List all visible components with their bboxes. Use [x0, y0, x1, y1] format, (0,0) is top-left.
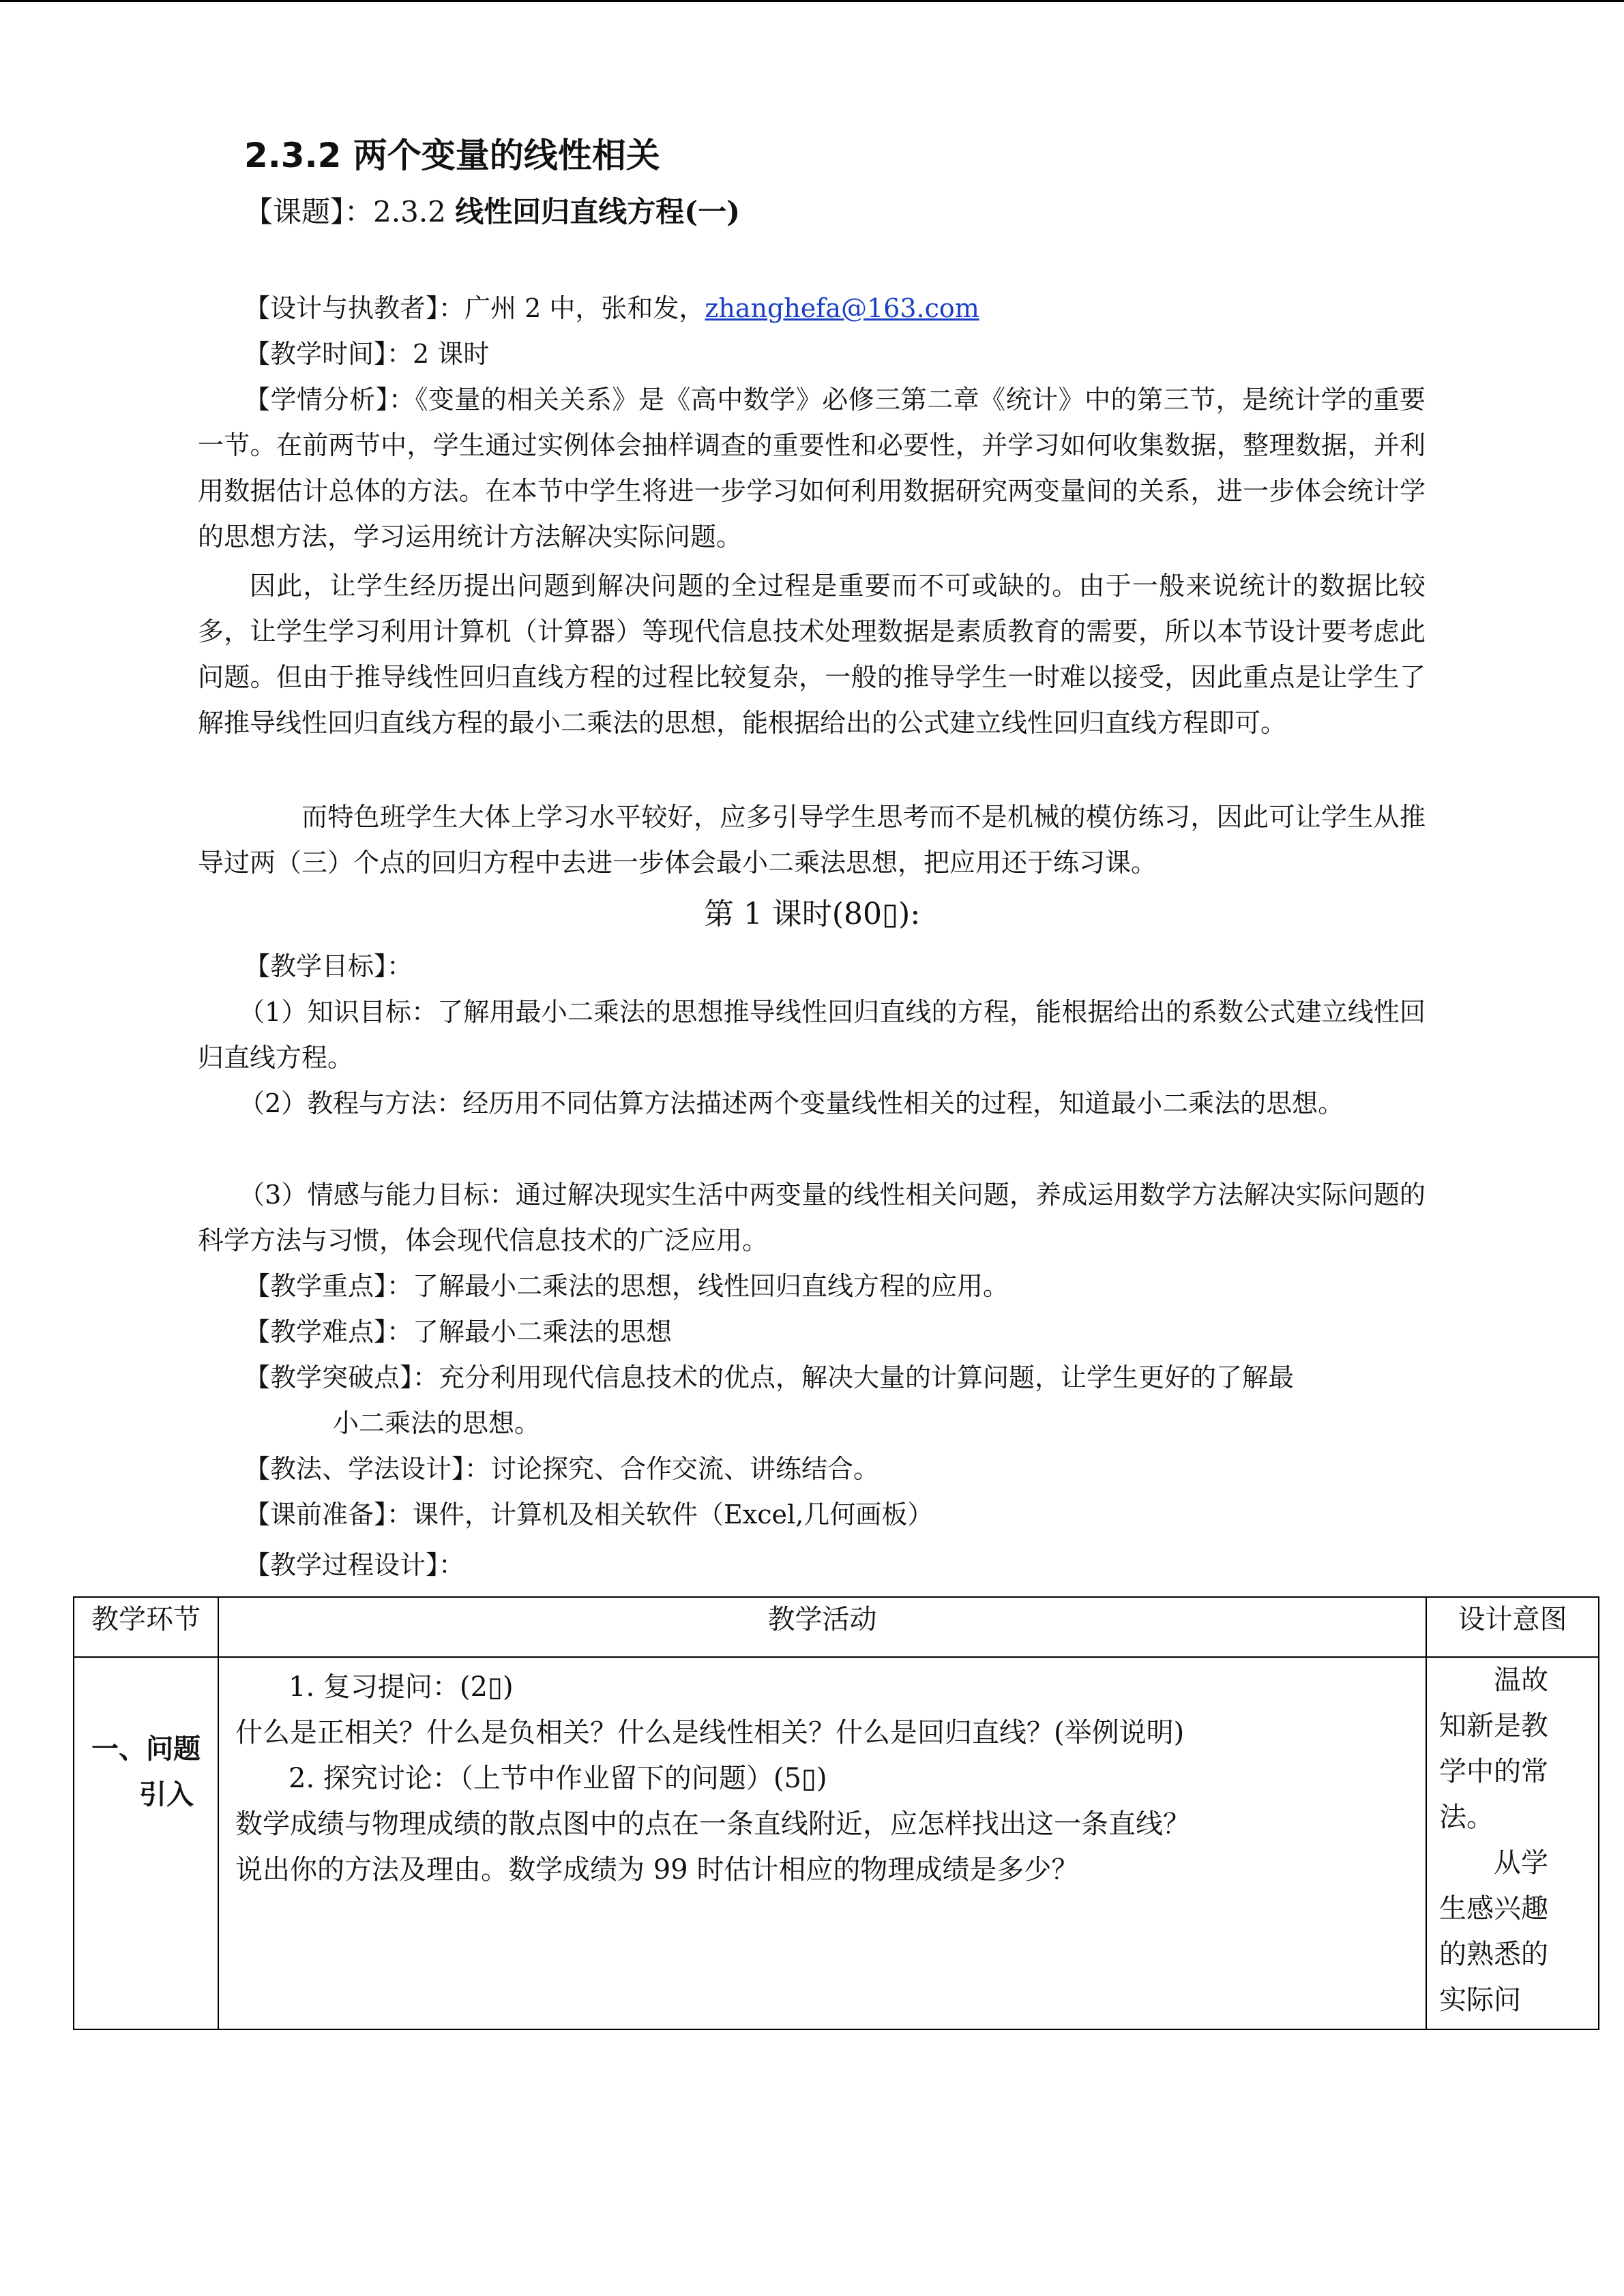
- section-title: 2.3.2 两个变量的线性相关: [244, 136, 660, 175]
- stage-line-2: 引入: [139, 1778, 194, 1810]
- designer-text: 广州 2 中，张和发，: [464, 293, 705, 323]
- activity-line-3-text: 2. 探究讨论：（上节中作业留下的问题）(5: [289, 1763, 801, 1794]
- difficulty-line: [244, 1309, 672, 1355]
- methods-line: [244, 1446, 879, 1492]
- prep-text: 课件，计算机及相关软件（Excel,几何画板）: [413, 1500, 934, 1530]
- key-point-line: [244, 1264, 1009, 1309]
- goals-sep: ：: [387, 951, 413, 981]
- time-line: [244, 331, 489, 377]
- analysis-label: 【学情分析】: [244, 385, 389, 415]
- methods-text: 讨论探究、合作交流、讲练结合。: [490, 1454, 880, 1484]
- intent-line-1: 温故: [1494, 1665, 1548, 1696]
- teaching-process-table: [73, 1596, 1599, 2030]
- activity-line-3-paren: ): [816, 1763, 827, 1794]
- activity-line-1: [235, 1665, 1412, 1710]
- period-title-suffix: ):: [898, 897, 921, 931]
- goals-label: 【教学目标】: [244, 951, 387, 981]
- analysis-paragraph-1: [198, 377, 1426, 560]
- breakthrough-text-1: 充分利用现代信息技术的优点，解决大量的计算问题，让学生更好的了解最: [439, 1362, 1295, 1392]
- activity-line-4: 数学成绩与物理成绩的散点图中的点在一条直线附近，应怎样找出这一条直线？: [235, 1808, 1190, 1840]
- key-point-label: 【教学重点】: [244, 1271, 387, 1301]
- lesson-line: [244, 189, 740, 235]
- table-row: [74, 1657, 1599, 2029]
- intent-line-8: 实际问: [1439, 1984, 1521, 2016]
- intent-line-3: 学中的常: [1439, 1756, 1548, 1787]
- difficulty-label: 【教学难点】: [244, 1317, 387, 1347]
- time-sep: ：: [387, 339, 413, 369]
- intent-cell: [1426, 1657, 1599, 2029]
- header-stage: 教学环节: [74, 1597, 218, 1657]
- prep-label: 【课前准备】: [244, 1500, 387, 1530]
- goals-heading: [244, 944, 413, 989]
- analysis-sep: ：: [388, 385, 415, 415]
- stage-cell: [74, 1657, 218, 2029]
- analysis-paragraph-3: 而特色班学生大体上学习水平较好，应多引导学生思考而不是机械的模仿练习，因此可让学生从推导过两（三）个点的回归方程中去进一步体会最小二乘法思想，把应用还于练习课。: [198, 802, 1426, 878]
- period-missing-glyph: ▯: [881, 897, 899, 931]
- designer-line: [244, 286, 979, 331]
- activity-cell: [218, 1657, 1426, 2029]
- methods-sep: ：: [464, 1454, 491, 1484]
- breakthrough-line: [244, 1355, 1294, 1401]
- process-label: 【教学过程设计】: [244, 1550, 439, 1580]
- intent-line-5: 从学: [1494, 1847, 1548, 1879]
- breakthrough-label: 【教学突破点】: [244, 1362, 413, 1392]
- activity-line-2: 什么是正相关？什么是负相关？什么是线性相关？什么是回归直线？(举例说明): [235, 1717, 1185, 1748]
- analysis-paragraph-2: 因此，让学生经历提出问题到解决问题的全过程是重要而不可或缺的。由于一般来说统计的数据比较多，让学生学习利用计算机（计算器）等现代信息技术处理数据是素质教育的需要，所以本节设计要考虑此问题。但由于推导线性回归直线方程的过程比较复杂，一般的推导学生一时难以接受，因此重点是让学生了解推导线性回归直线方程的最小二乘法的思想，能根据给出的公式建立线性回归直线方程即可。: [198, 571, 1426, 738]
- time-label: 【教学时间】: [244, 339, 387, 369]
- activity-line-5: 说出你的方法及理由。数学成绩为 99 时估计相应的物理成绩是多少？: [235, 1854, 1079, 1885]
- page-top-border: [0, 0, 1624, 2]
- goal-2: （2）教程与方法：经历用不同估算方法描述两个变量线性相关的过程，知道最小二乘法的思想。: [239, 1088, 1344, 1118]
- time-text: 2 课时: [413, 339, 490, 369]
- intent-line-2: 知新是教: [1439, 1710, 1548, 1742]
- lesson-title: 线性回归直线方程(一): [455, 195, 741, 228]
- activity-line-1-paren: ): [502, 1671, 514, 1703]
- activity-line-1-text: 1. 复习提问：(2: [289, 1671, 488, 1703]
- analysis-p1: 《变量的相关关系》是《高中数学》必修三第二章《统计》中的第三节，是统计学的重要一节。在前两节中，学生通过实例体会抽样调查的重要性和必要性，并学习如何收集数据，整理数据，并利用数据估计总体的方法。在本节中学生将进一步学习如何利用数据研究两变量间的关系，进一步体会统计学的思想方法，学习运用统计方法解决实际问题。: [198, 385, 1426, 552]
- table-header-row: [74, 1597, 1599, 1657]
- header-intent: 设计意图: [1426, 1597, 1599, 1657]
- prep-line: [244, 1492, 933, 1538]
- lesson-label: 【课题】: [244, 195, 345, 228]
- activity-line-3: [235, 1756, 1412, 1802]
- activity-line-3-glyph: ▯: [801, 1763, 816, 1794]
- key-point-sep: ：: [387, 1271, 413, 1301]
- designer-sep: ：: [439, 293, 465, 323]
- designer-label: 【设计与执教者】: [244, 293, 439, 323]
- goal-3: （3）情感与能力目标：通过解决现实生活中两变量的线性相关问题，养成运用数学方法解决实际问题的科学方法与习惯，体会现代信息技术的广泛应用。: [198, 1180, 1426, 1255]
- period-title-text: 第 1 课时(80: [703, 897, 882, 931]
- methods-label: 【教法、学法设计】: [244, 1454, 465, 1484]
- breakthrough-sep: ：: [413, 1362, 439, 1392]
- difficulty-sep: ：: [387, 1317, 413, 1347]
- prep-sep: ：: [387, 1500, 413, 1530]
- header-activity: 教学活动: [218, 1597, 1426, 1657]
- designer-email-link[interactable]: zhanghefa@163.com: [705, 293, 979, 323]
- activity-line-1-glyph: ▯: [487, 1671, 503, 1703]
- process-sep: ：: [439, 1550, 465, 1580]
- process-heading: [244, 1542, 464, 1588]
- breakthrough-text-2: 小二乘法的思想。: [333, 1408, 541, 1438]
- key-point-text: 了解最小二乘法的思想，线性回归直线方程的应用。: [413, 1271, 1009, 1301]
- goal-1: （1）知识目标：了解用最小二乘法的思想推导线性回归直线的方程，能根据给出的系数公式建立线性回归直线方程。: [198, 997, 1426, 1073]
- lesson-sep: ：: [344, 195, 374, 228]
- period-title: [0, 891, 1624, 937]
- intent-line-6: 生感兴趣: [1439, 1893, 1548, 1924]
- lesson-num: 2.3.2: [373, 195, 446, 228]
- intent-line-7: 的熟悉的: [1439, 1939, 1548, 1970]
- difficulty-text: 了解最小二乘法的思想: [413, 1317, 673, 1347]
- intent-line-4: 法。: [1439, 1802, 1494, 1833]
- stage-line-1: 一、问题: [91, 1733, 201, 1765]
